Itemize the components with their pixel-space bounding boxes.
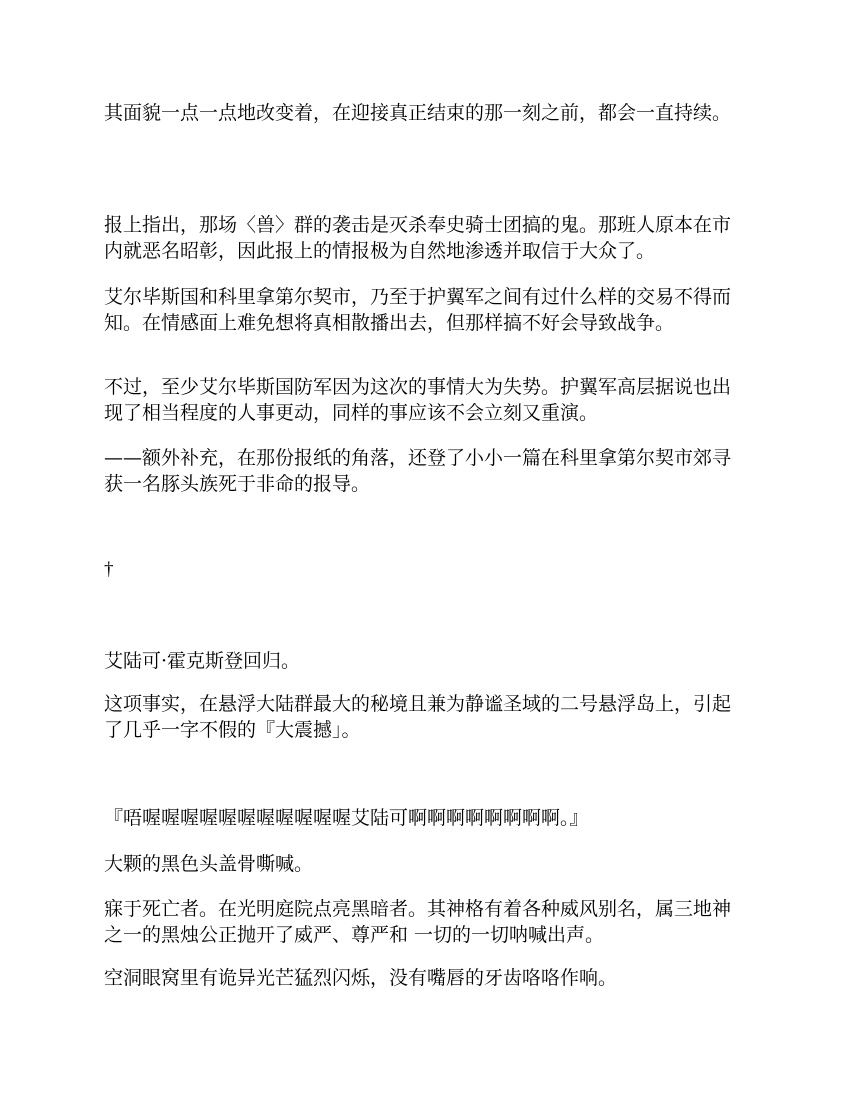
- paragraph-11: 空洞眼窝里有诡异光芒猛烈闪烁，没有嘴唇的牙齿咯咯作响。: [104, 967, 618, 989]
- section-break-dagger: †: [104, 559, 114, 580]
- paragraph-6: 艾陆可·霍克斯登回归。: [104, 650, 301, 672]
- paragraph-10: 寐于死亡者。在光明庭院点亮黑暗者。其神格有着各种威风别名，属三地神之一的黑烛公正抛开了威严、尊严和 一切的一切呐喊出声。: [104, 898, 732, 946]
- paragraph-9: 大颗的黑色头盖骨嘶喊。: [104, 853, 314, 875]
- paragraph-8: 『唔喔喔喔喔喔喔喔喔喔喔喔艾陆可啊啊啊啊啊啊啊啊。』: [104, 807, 589, 829]
- paragraph-2: 报上指出，那场〈兽〉群的袭击是灭杀奉史骑士团搞的鬼。那班人原本在市内就恶名昭彰，因此报上的情报极为自然地渗透并取信于大众了。: [104, 214, 732, 262]
- paragraph-1: 其面貌一点一点地改变着，在迎接真正结束的那一刻之前，都会一直持续。: [104, 102, 732, 124]
- paragraph-4: 不过，至少艾尔毕斯国防军因为这次的事情大为失势。护翼军高层据说也出现了相当程度的人事更动，同样的事应该不会立刻又重演。: [104, 376, 732, 424]
- paragraph-5: ——额外补充，在那份报纸的角落，还登了小小一篇在科里拿第尔契市郊寻获一名豚头族死于非命的报导。: [104, 447, 732, 495]
- paragraph-3: 艾尔毕斯国和科里拿第尔契市，乃至于护翼军之间有过什么样的交易不得而知。在情感面上难免想将真相散播出去，但那样搞不好会导致战争。: [104, 286, 732, 334]
- paragraph-7: 这项事实，在悬浮大陆群最大的秘境且兼为静谧圣域的二号悬浮岛上，引起了几乎一字不假的『大震撼」。: [104, 693, 732, 741]
